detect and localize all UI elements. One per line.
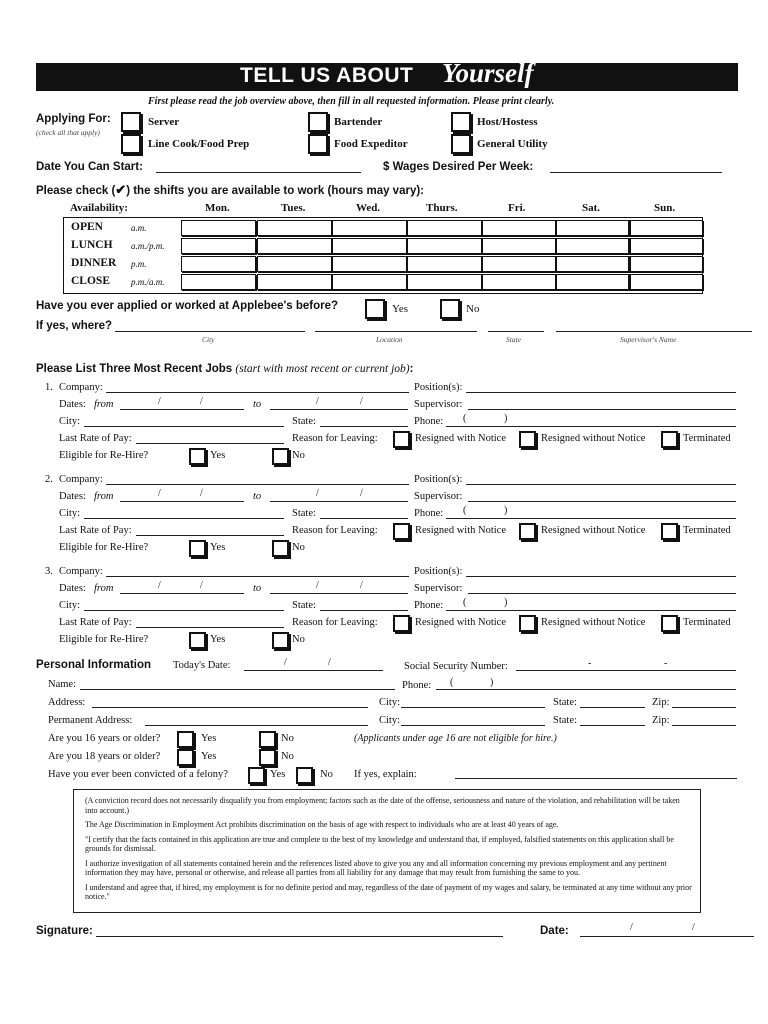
legal-conviction-note: (A conviction record does not necessarily disqualify you from employment; factors such as the date of the offense, seriousness and nature of the violation, and rehabilitation will be taken into account.) bbox=[85, 796, 680, 815]
todays-date-field[interactable] bbox=[244, 670, 383, 671]
felony-no-label: No bbox=[320, 769, 333, 780]
phone-label: Phone: bbox=[414, 600, 444, 611]
checkbox-age16-yes[interactable] bbox=[177, 731, 194, 748]
checkbox-rehire-yes[interactable] bbox=[189, 448, 206, 465]
resigned-without-label: Resigned without Notice bbox=[541, 525, 646, 536]
personal-phone-field[interactable] bbox=[436, 689, 736, 690]
start-date-label: Date You Can Start: bbox=[36, 161, 143, 173]
day-thurs: Thurs. bbox=[426, 202, 458, 214]
where-city-sublabel: City bbox=[202, 335, 215, 344]
day-tues: Tues. bbox=[281, 202, 306, 214]
shift-lunch-time: a.m./p.m. bbox=[131, 241, 165, 251]
rehire-no-label: No bbox=[292, 634, 305, 645]
permanent-zip-label: Zip: bbox=[652, 715, 670, 726]
checkbox-applied-no[interactable] bbox=[440, 299, 460, 319]
resigned-notice-label: Resigned with Notice bbox=[415, 525, 506, 536]
dates-label: Dates: bbox=[59, 491, 86, 502]
day-sat: Sat. bbox=[582, 202, 601, 214]
city-label: City: bbox=[59, 416, 81, 427]
company-field[interactable] bbox=[106, 576, 409, 577]
availability-cell[interactable] bbox=[481, 220, 556, 236]
age-note: (Applicants under age 16 are not eligible for hire.) bbox=[354, 733, 557, 744]
job-number: 3. bbox=[45, 566, 53, 577]
personal-heading: Personal Information bbox=[36, 659, 152, 671]
availability-prompt: Please check (✔) the shifts you are available to work (hours may vary): bbox=[36, 182, 424, 197]
legal-age-discrimination: The Age Discrimination in Employment Act prohibits discrimination on the basis of age with respect to individuals who are at least 40 years of age. bbox=[85, 820, 559, 829]
shift-dinner-time: p.m. bbox=[131, 259, 147, 269]
terminated-label: Terminated bbox=[683, 525, 731, 536]
permanent-city-field[interactable] bbox=[401, 725, 545, 726]
to-label: to bbox=[253, 399, 262, 410]
availability-cell[interactable] bbox=[407, 274, 482, 290]
resigned-notice-label: Resigned with Notice bbox=[415, 433, 506, 444]
from-label: from bbox=[94, 491, 114, 502]
date-to-field[interactable] bbox=[270, 501, 408, 502]
last-rate-label: Last Rate of Pay: bbox=[59, 525, 132, 536]
legal-box bbox=[73, 789, 701, 913]
availability-cell[interactable] bbox=[257, 274, 332, 290]
explain-field[interactable] bbox=[455, 778, 737, 779]
legal-authorization: I authorize investigation of all statements contained herein and the references listed above to give you any and all information concerning my previous employment and any pertinent information they may have, personal or otherwise, and release all parties from all liability for any damage that may result from furnishing the same to you. bbox=[85, 858, 667, 877]
felony-yes-label: Yes bbox=[270, 769, 286, 780]
last-rate-label: Last Rate of Pay: bbox=[59, 617, 132, 628]
phone-paren-open: ( bbox=[463, 413, 467, 424]
supervisor-field[interactable] bbox=[468, 501, 736, 502]
positions-field[interactable] bbox=[466, 484, 736, 485]
felony-question: Have you ever been convicted of a felony? bbox=[48, 769, 228, 780]
availability-cell[interactable] bbox=[257, 256, 332, 272]
permanent-state-label: State: bbox=[553, 715, 577, 726]
age16-no-label: No bbox=[281, 733, 294, 744]
applied-before-question: Have you ever applied or worked at Applebee's before? bbox=[36, 300, 339, 312]
reason-label: Reason for Leaving: bbox=[292, 433, 378, 444]
last-rate-label: Last Rate of Pay: bbox=[59, 433, 132, 444]
availability-cell[interactable] bbox=[628, 238, 703, 254]
date-from-slash-2: / bbox=[200, 396, 203, 407]
availability-cell[interactable] bbox=[628, 220, 703, 236]
availability-cell[interactable] bbox=[332, 274, 407, 290]
availability-cell[interactable] bbox=[628, 274, 703, 290]
checkbox-felony-no[interactable] bbox=[296, 767, 313, 784]
personal-phone-paren-close: ) bbox=[490, 677, 494, 688]
availability-cell[interactable] bbox=[407, 238, 482, 254]
rehire-yes-label: Yes bbox=[210, 450, 226, 461]
terminated-label: Terminated bbox=[683, 617, 731, 628]
rehire-no-label: No bbox=[292, 542, 305, 553]
date-label: Date: bbox=[540, 925, 569, 937]
checkbox-terminated[interactable] bbox=[661, 523, 678, 540]
page-title: TELL US ABOUT bbox=[240, 64, 414, 87]
company-label: Company: bbox=[59, 566, 103, 577]
signature-date-slash-1: / bbox=[630, 922, 633, 933]
city-label: City: bbox=[59, 508, 81, 519]
date-from-field[interactable] bbox=[120, 409, 244, 410]
dates-label: Dates: bbox=[59, 583, 86, 594]
rehire-yes-label: Yes bbox=[210, 542, 226, 553]
checkbox-age16-no[interactable] bbox=[259, 731, 276, 748]
personal-phone-label: Phone: bbox=[402, 680, 432, 691]
from-label: from bbox=[94, 583, 114, 594]
checkbox-rehire-no[interactable] bbox=[272, 540, 289, 557]
availability-cell[interactable] bbox=[181, 256, 256, 272]
ssn-dash-1: - bbox=[588, 658, 592, 669]
start-date-field[interactable] bbox=[156, 172, 361, 173]
permanent-state-field[interactable] bbox=[580, 725, 645, 726]
availability-cell[interactable] bbox=[555, 256, 630, 272]
date-to-slash-2: / bbox=[360, 580, 363, 591]
checkbox-line-cook[interactable] bbox=[121, 134, 141, 154]
wages-label: $ Wages Desired Per Week: bbox=[383, 161, 534, 173]
date-to-slash-1: / bbox=[316, 488, 319, 499]
shift-close-time: p.m./a.m. bbox=[131, 277, 165, 287]
day-sun: Sun. bbox=[654, 202, 676, 214]
signature-label: Signature: bbox=[36, 925, 93, 937]
positions-field[interactable] bbox=[466, 576, 736, 577]
where-label: If yes, where? bbox=[36, 320, 113, 332]
availability-cell[interactable] bbox=[481, 274, 556, 290]
availability-cell[interactable] bbox=[481, 238, 556, 254]
state-label: State: bbox=[292, 600, 316, 611]
option-host-hostess: Host/Hostess bbox=[477, 116, 538, 128]
applied-no-label: No bbox=[466, 303, 480, 315]
phone-paren-close: ) bbox=[504, 505, 508, 516]
applying-for-label: Applying For: bbox=[36, 113, 111, 125]
date-to-field[interactable] bbox=[270, 593, 408, 594]
company-field[interactable] bbox=[106, 484, 409, 485]
shift-open-time: a.m. bbox=[131, 223, 147, 233]
shift-close: CLOSE bbox=[71, 275, 110, 287]
rehire-no-label: No bbox=[292, 450, 305, 461]
phone-label: Phone: bbox=[414, 416, 444, 427]
address-state-field[interactable] bbox=[580, 707, 645, 708]
availability-cell[interactable] bbox=[555, 274, 630, 290]
positions-label: Position(s): bbox=[414, 382, 463, 393]
city-field[interactable] bbox=[84, 426, 284, 427]
resigned-notice-label: Resigned with Notice bbox=[415, 617, 506, 628]
state-field[interactable] bbox=[320, 610, 408, 611]
supervisor-label: Supervisor: bbox=[414, 583, 463, 594]
city-label: City: bbox=[59, 600, 81, 611]
instructions: First please read the job overview above, then fill in all requested information. Please print clearly. bbox=[148, 96, 555, 107]
date-from-slash-1: / bbox=[158, 580, 161, 591]
checkbox-bartender[interactable] bbox=[308, 112, 328, 132]
availability-cell[interactable] bbox=[332, 220, 407, 236]
checkbox-resigned-notice[interactable] bbox=[393, 431, 410, 448]
checkbox-age18-no[interactable] bbox=[259, 749, 276, 766]
supervisor-field[interactable] bbox=[468, 593, 736, 594]
age18-yes-label: Yes bbox=[201, 751, 217, 762]
age18-no-label: No bbox=[281, 751, 294, 762]
checkbox-age18-yes[interactable] bbox=[177, 749, 194, 766]
applying-for-note: (check all that apply) bbox=[36, 128, 100, 137]
checkbox-resigned-notice[interactable] bbox=[393, 615, 410, 632]
positions-field[interactable] bbox=[466, 392, 736, 393]
checkbox-resigned-notice[interactable] bbox=[393, 523, 410, 540]
address-zip-field[interactable] bbox=[672, 707, 736, 708]
availability-cell[interactable] bbox=[407, 220, 482, 236]
age18-question: Are you 18 years or older? bbox=[48, 751, 161, 762]
legal-employment-terms: I understand and agree that, if hired, my employment is for no definite period and may, regardless of the date of payment of my wages and salary, be terminated at any time without any prior notice." bbox=[85, 882, 692, 901]
availability-cell[interactable] bbox=[555, 238, 630, 254]
phone-paren-open: ( bbox=[463, 505, 467, 516]
phone-paren-open: ( bbox=[463, 597, 467, 608]
supervisor-label: Supervisor: bbox=[414, 399, 463, 410]
legal-certification: "I certify that the facts contained in this application are true and complete to the best of my knowledge and understand that, if employed, falsified statements on this application shall be grounds for dismissal. bbox=[85, 834, 674, 853]
age16-yes-label: Yes bbox=[201, 733, 217, 744]
availability-cell[interactable] bbox=[257, 238, 332, 254]
availability-header: Availability: bbox=[70, 202, 128, 214]
state-label: State: bbox=[292, 416, 316, 427]
address-zip-label: Zip: bbox=[652, 697, 670, 708]
checkbox-resigned-without[interactable] bbox=[519, 615, 536, 632]
terminated-label: Terminated bbox=[683, 433, 731, 444]
day-fri: Fri. bbox=[508, 202, 526, 214]
date-to-slash-2: / bbox=[360, 396, 363, 407]
checkbox-terminated[interactable] bbox=[661, 615, 678, 632]
date-to-slash-2: / bbox=[360, 488, 363, 499]
address-label: Address: bbox=[48, 697, 86, 708]
address-city-label: City: bbox=[379, 697, 401, 708]
checkbox-rehire-yes[interactable] bbox=[189, 540, 206, 557]
last-rate-field[interactable] bbox=[136, 535, 284, 536]
checkbox-rehire-no[interactable] bbox=[272, 448, 289, 465]
checkbox-rehire-no[interactable] bbox=[272, 632, 289, 649]
last-rate-field[interactable] bbox=[136, 443, 284, 444]
checkbox-general-utility[interactable] bbox=[451, 134, 471, 154]
resigned-without-label: Resigned without Notice bbox=[541, 433, 646, 444]
where-state-sublabel: State bbox=[506, 335, 521, 344]
availability-cell[interactable] bbox=[257, 220, 332, 236]
option-server: Server bbox=[148, 116, 180, 128]
address-state-label: State: bbox=[553, 697, 577, 708]
permanent-zip-field[interactable] bbox=[672, 725, 736, 726]
phone-paren-close: ) bbox=[504, 597, 508, 608]
personal-phone-paren-open: ( bbox=[450, 677, 454, 688]
from-label: from bbox=[94, 399, 114, 410]
reason-label: Reason for Leaving: bbox=[292, 617, 378, 628]
option-food-expeditor: Food Expeditor bbox=[334, 138, 408, 150]
todays-date-slash-1: / bbox=[284, 657, 287, 668]
age16-question: Are you 16 years or older? bbox=[48, 733, 161, 744]
explain-label: If yes, explain: bbox=[354, 769, 417, 780]
checkbox-felony-yes[interactable] bbox=[248, 767, 265, 784]
name-label: Name: bbox=[48, 679, 76, 690]
where-location-field[interactable] bbox=[315, 331, 477, 332]
address-field[interactable] bbox=[92, 707, 368, 708]
date-to-field[interactable] bbox=[270, 409, 408, 410]
where-supervisor-sublabel: Supervisor's Name bbox=[620, 335, 677, 344]
availability-cell[interactable] bbox=[181, 238, 256, 254]
option-bartender: Bartender bbox=[334, 116, 383, 128]
signature-date-field[interactable] bbox=[580, 936, 754, 937]
city-field[interactable] bbox=[84, 518, 284, 519]
checkbox-terminated[interactable] bbox=[661, 431, 678, 448]
day-wed: Wed. bbox=[356, 202, 381, 214]
company-label: Company: bbox=[59, 382, 103, 393]
company-field[interactable] bbox=[106, 392, 409, 393]
availability-cell[interactable] bbox=[407, 256, 482, 272]
day-mon: Mon. bbox=[205, 202, 230, 214]
date-from-slash-1: / bbox=[158, 396, 161, 407]
checkbox-server[interactable] bbox=[121, 112, 141, 132]
phone-field[interactable] bbox=[446, 610, 736, 611]
rehire-label: Eligible for Re-Hire? bbox=[59, 450, 149, 461]
availability-cell[interactable] bbox=[481, 256, 556, 272]
option-line-cook: Line Cook/Food Prep bbox=[148, 138, 250, 150]
ssn-label: Social Security Number: bbox=[404, 661, 508, 672]
supervisor-field[interactable] bbox=[468, 409, 736, 410]
rehire-yes-label: Yes bbox=[210, 634, 226, 645]
positions-label: Position(s): bbox=[414, 474, 463, 485]
where-state-field[interactable] bbox=[488, 331, 544, 332]
where-supervisor-field[interactable] bbox=[556, 331, 752, 332]
rehire-label: Eligible for Re-Hire? bbox=[59, 634, 149, 645]
job-number: 2. bbox=[45, 474, 53, 485]
state-label: State: bbox=[292, 508, 316, 519]
availability-cell[interactable] bbox=[555, 220, 630, 236]
availability-cell[interactable] bbox=[332, 256, 407, 272]
checkbox-resigned-without[interactable] bbox=[519, 431, 536, 448]
date-from-field[interactable] bbox=[120, 593, 244, 594]
positions-label: Position(s): bbox=[414, 566, 463, 577]
where-location-sublabel: Location bbox=[376, 335, 403, 344]
name-field[interactable] bbox=[80, 689, 395, 690]
todays-date-slash-2: / bbox=[328, 657, 331, 668]
phone-paren-close: ) bbox=[504, 413, 508, 424]
permanent-city-label: City: bbox=[379, 715, 401, 726]
where-city-field[interactable] bbox=[115, 331, 305, 332]
wages-field[interactable] bbox=[550, 172, 722, 173]
checkbox-food-expeditor[interactable] bbox=[308, 134, 328, 154]
dates-label: Dates: bbox=[59, 399, 86, 410]
availability-cell[interactable] bbox=[181, 274, 256, 290]
job-number: 1. bbox=[45, 382, 53, 393]
todays-date-label: Today's Date: bbox=[173, 660, 231, 671]
resigned-without-label: Resigned without Notice bbox=[541, 617, 646, 628]
checkbox-host-hostess[interactable] bbox=[451, 112, 471, 132]
date-to-slash-1: / bbox=[316, 396, 319, 407]
state-field[interactable] bbox=[320, 426, 408, 427]
date-to-slash-1: / bbox=[316, 580, 319, 591]
date-from-field[interactable] bbox=[120, 501, 244, 502]
checkbox-rehire-yes[interactable] bbox=[189, 632, 206, 649]
permanent-address-label: Permanent Address: bbox=[48, 715, 133, 726]
address-city-field[interactable] bbox=[401, 707, 545, 708]
to-label: to bbox=[253, 491, 262, 502]
phone-label: Phone: bbox=[414, 508, 444, 519]
shift-lunch: LUNCH bbox=[71, 239, 113, 251]
phone-field[interactable] bbox=[446, 426, 736, 427]
availability-cell[interactable] bbox=[628, 256, 703, 272]
date-from-slash-2: / bbox=[200, 580, 203, 591]
rehire-label: Eligible for Re-Hire? bbox=[59, 542, 149, 553]
phone-field[interactable] bbox=[446, 518, 736, 519]
state-field[interactable] bbox=[320, 518, 408, 519]
permanent-address-field[interactable] bbox=[145, 725, 368, 726]
date-from-slash-2: / bbox=[200, 488, 203, 499]
reason-label: Reason for Leaving: bbox=[292, 525, 378, 536]
check-mark-icon: ✔ bbox=[115, 182, 127, 197]
checkbox-resigned-without[interactable] bbox=[519, 523, 536, 540]
option-general-utility: General Utility bbox=[477, 138, 548, 150]
company-label: Company: bbox=[59, 474, 103, 485]
checkbox-applied-yes[interactable] bbox=[365, 299, 385, 319]
signature-field[interactable] bbox=[96, 936, 503, 937]
availability-cell[interactable] bbox=[332, 238, 407, 254]
jobs-heading: Please List Three Most Recent Jobs (start with most recent or current job): bbox=[36, 363, 414, 375]
shift-open: OPEN bbox=[71, 221, 103, 233]
ssn-dash-2: - bbox=[664, 658, 668, 669]
date-from-slash-1: / bbox=[158, 488, 161, 499]
shift-dinner: DINNER bbox=[71, 257, 117, 269]
availability-cell[interactable] bbox=[181, 220, 256, 236]
signature-date-slash-2: / bbox=[692, 922, 695, 933]
ssn-field[interactable] bbox=[516, 670, 736, 671]
supervisor-label: Supervisor: bbox=[414, 491, 463, 502]
page-title-script: Yourself bbox=[442, 58, 534, 88]
to-label: to bbox=[253, 583, 262, 594]
applied-yes-label: Yes bbox=[392, 303, 409, 315]
city-field[interactable] bbox=[84, 610, 284, 611]
last-rate-field[interactable] bbox=[136, 627, 284, 628]
